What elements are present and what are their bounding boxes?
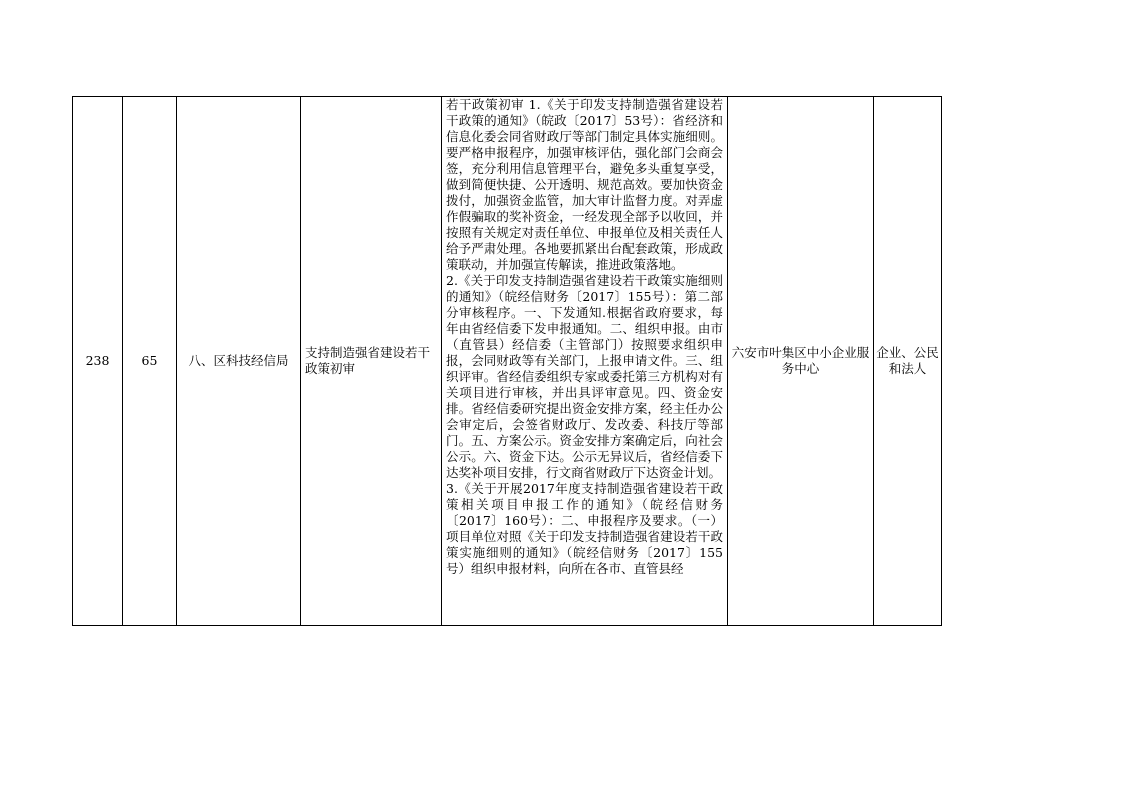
policy-table	[72, 96, 942, 626]
basis-paragraph-1: 若干政策初审 1.《关于印发支持制造强省建设若干政策的通知》（皖政〔2017〕53号）：省经济和信息化委会同省财政厅等部门制定具体实施细则。要严格申报程序，加强审核评估，强化部门会商会签，充分利用信息管理平台，避免多头重复享受，做到简便快捷、公开透明、规范高效。要加快资金拨付，加强资金监管，加大审计监督力度。对弄虚作假骗取的奖补资金，一经发现全部予以收回，并按照有关规定对责任单位、申报单位及相关责任人给予严肃处理。各地要抓紧出台配套政策，形成政策联动，并加强宣传解读，推进政策落地。	[446, 97, 723, 272]
basis-text-block	[442, 97, 727, 625]
row-subindex-cell: 65	[123, 97, 177, 626]
organization-cell: 六安市叶集区中小企业服务中心	[728, 97, 874, 626]
basis-paragraph-3: 3.《关于开展2017年度支持制造强省建设若干政策相关项目申报工作的通知》（皖经信财务〔2017〕160号）：二、申报程序及要求。（一）项目单位对照《关于印发支持制造强省建设若干政策实施细则的通知》（皖经信财务〔2017〕155号）组织申报材料，向所在各市、直管县经	[446, 481, 723, 576]
table-row	[73, 97, 942, 626]
basis-paragraph-2: 2.《关于印发支持制造强省建设若干政策实施细则的通知》（皖经信财务〔2017〕155号）：第二部分审核程序。一、下发通知.根据省政府要求，每年由省经信委下发申报通知。二、组织申报。由市（直管县）经信委（主管部门）按照要求组织申报，会同财政等有关部门，上报申请文件。三、组织评审。省经信委组织专家或委托第三方机构对有关项目进行审核，并出具评审意见。四、资金安排。省经信委研究提出资金安排方案，经主任办公会审定后，会签省财政厅、发改委、科技厅等部门。五、方案公示。资金安排方案确定后，向社会公示。六、资金下达。公示无异议后，省经信委下达奖补项目安排，行文商省财政厅下达资金计划。	[446, 273, 723, 480]
item-name-cell: 支持制造强省建设若干政策初审	[301, 97, 442, 626]
row-index-cell: 238	[73, 97, 123, 626]
service-object-cell: 企业、公民和法人	[874, 97, 942, 626]
basis-cell	[442, 97, 728, 626]
department-cell: 八、区科技经信局	[177, 97, 301, 626]
